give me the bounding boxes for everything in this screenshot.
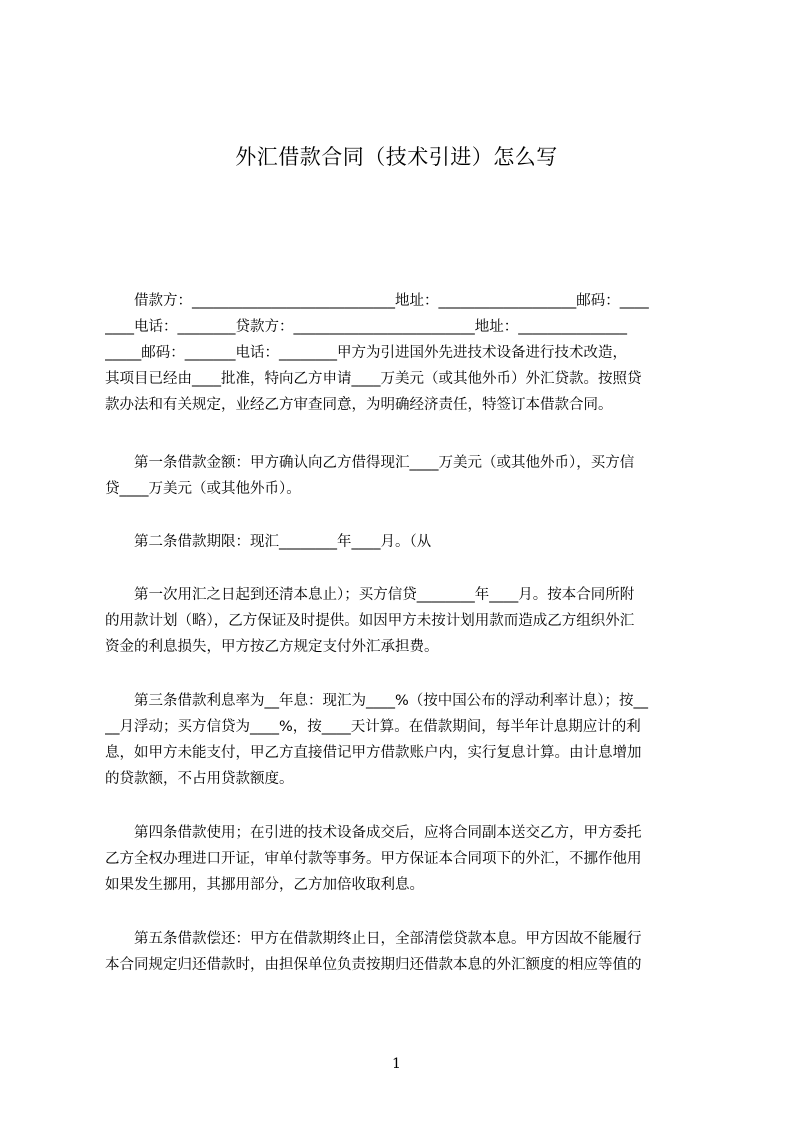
paragraph-article-2 bbox=[105, 529, 700, 555]
text-line: 息，如甲方未能支付，甲乙方直接借记甲方借款账户内，实行复息计算。由计息增加 bbox=[105, 745, 642, 761]
text-line: 资金的利息损失，甲方按乙方规定支付外汇承担费。 bbox=[105, 639, 439, 655]
paragraph-article-4 bbox=[105, 820, 700, 898]
text-line: 贷____万美元（或其他外币）。 bbox=[105, 481, 301, 497]
text-line: 款办法和有关规定，业经乙方审查同意，为明确经济责任，特签订本借款合同。 bbox=[105, 397, 613, 413]
text-line: 借款方：____________________________地址：___________________邮码：____ bbox=[105, 293, 649, 309]
text-line: _____邮码：_______电话：________甲方为引进国外先进技术设备进行技术改造， bbox=[105, 345, 627, 361]
text-line: 本合同规定归还借款时，由担保单位负责按期归还借款本息的外汇额度的相应等值的 bbox=[105, 957, 642, 973]
page-number: 1 bbox=[392, 1056, 401, 1072]
text-line: __月浮动；买方信贷为____%，按____天计算。在借款期间，每半年计息期应计的利 bbox=[105, 719, 641, 735]
text-line: 第一条借款金额：甲方确认向乙方借得现汇____万美元（或其他外币），买方信 bbox=[105, 455, 635, 471]
text-line: 第二条借款期限：现汇________年____月。（从 bbox=[105, 534, 432, 550]
paragraph-parties bbox=[105, 288, 700, 418]
paragraph-article-2-continued bbox=[105, 582, 700, 660]
text-line: ____电话：________贷款方：_________________________地址：_______________ bbox=[105, 319, 627, 335]
paragraph-article-3 bbox=[105, 688, 700, 792]
text-line: 的贷款额，不占用贷款额度。 bbox=[105, 771, 294, 787]
text-line: 乙方全权办理进口开证，审单付款等事务。甲方保证本合同项下的外汇，不挪作他用 bbox=[105, 851, 642, 867]
text-line: 其项目已经由____批准，特向乙方申请____万美元（或其他外币）外汇贷款。按照贷 bbox=[105, 371, 642, 387]
text-line: 如果发生挪用，其挪用部分，乙方加倍收取利息。 bbox=[105, 877, 424, 893]
paragraph-article-5 bbox=[105, 926, 700, 978]
text-line: 的用款计划（略），乙方保证及时提供。如因甲方未按计划用款而造成乙方组织外汇 bbox=[105, 613, 635, 629]
text-line: 第五条借款偿还：甲方在借款期终止日，全部清偿贷款本息。甲方因故不能履行 bbox=[105, 931, 642, 947]
document-title: 外汇借款合同（技术引进）怎么写 bbox=[235, 145, 558, 169]
paragraph-article-1 bbox=[105, 450, 700, 502]
text-line: 第三条借款利息率为__年息：现汇为____%（按中国公布的浮动利率计息）；按__ bbox=[105, 693, 649, 709]
text-line: 第四条借款使用；在引进的技术设备成交后，应将合同副本送交乙方，甲方委托 bbox=[105, 825, 642, 841]
text-line: 第一次用汇之日起到还清本息止）；买方信贷________年____月。按本合同所附 bbox=[105, 587, 635, 603]
